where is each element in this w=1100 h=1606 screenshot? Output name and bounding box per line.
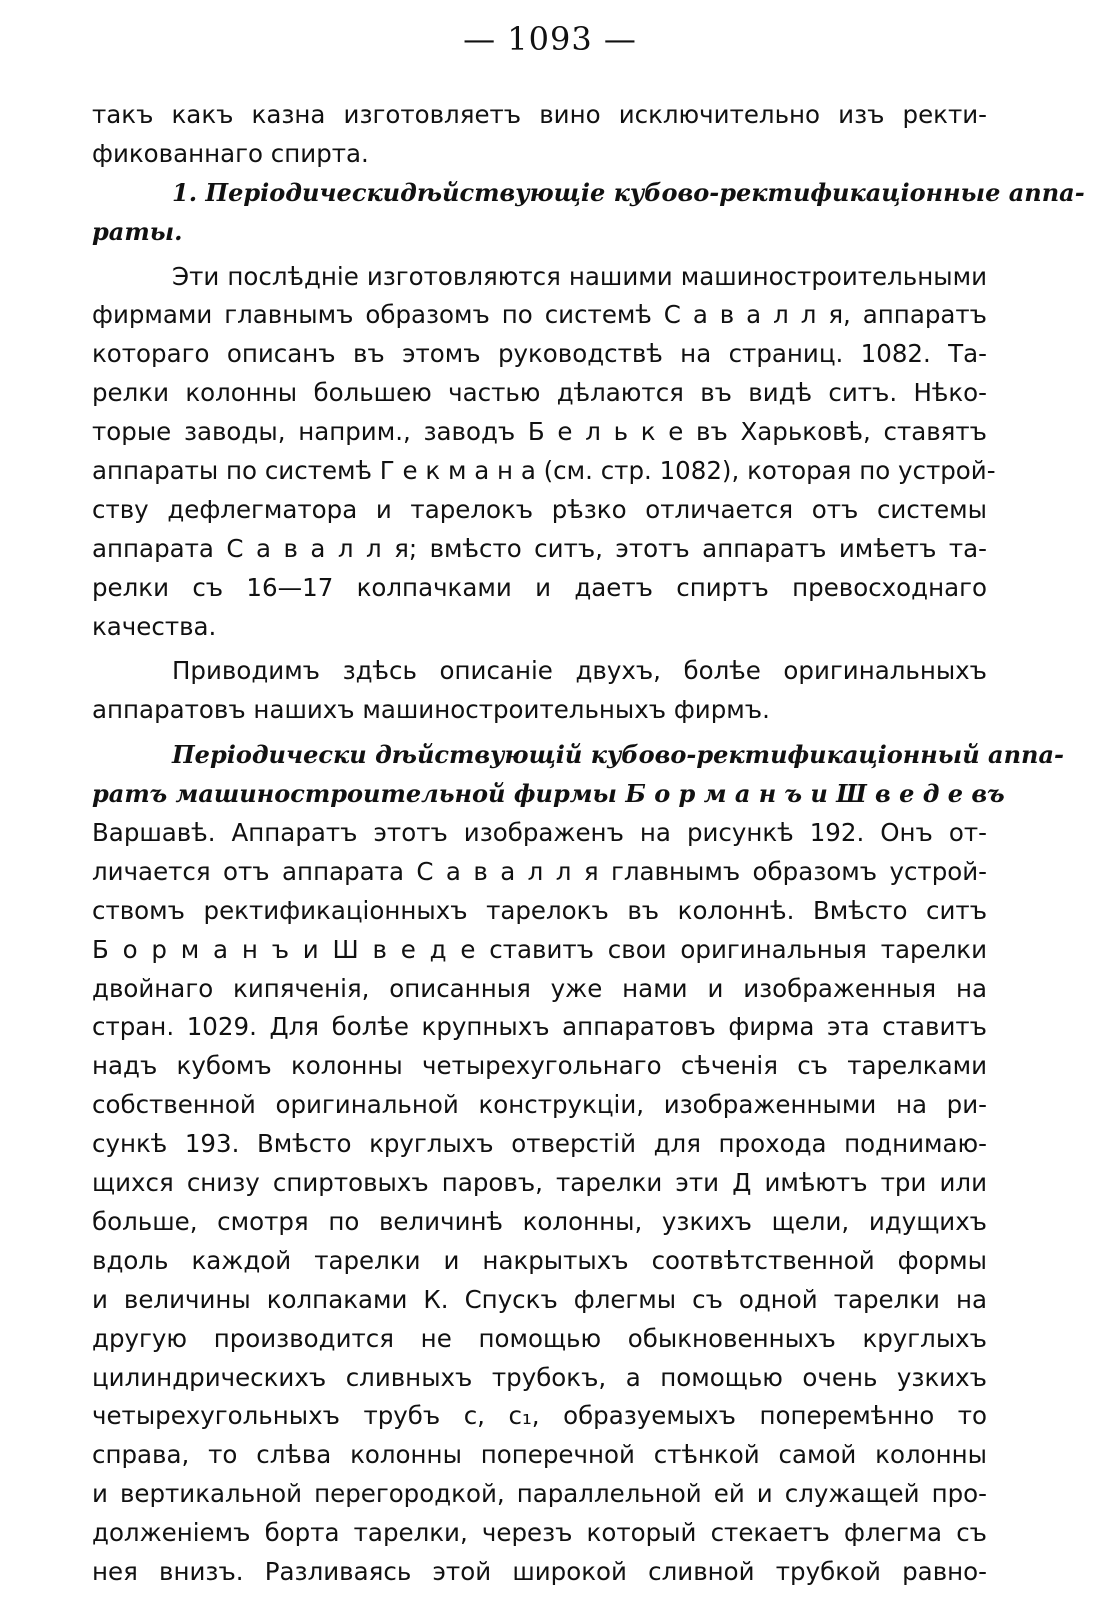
text-line: больше, смотря по величинѣ колонны, узкихъ щели, идущихъ (92, 1206, 987, 1236)
text-line: такъ какъ казна изготовляетъ вино исключительно изъ ректи- (92, 100, 987, 129)
text-line: Приводимъ здѣсь описаніе двухъ, болѣе оригинальныхъ (172, 656, 987, 686)
text-line: нея внизъ. Разливаясь этой широкой сливной трубкой равно- (92, 1556, 987, 1586)
text-line: качества. (92, 611, 217, 641)
text-line: аппаратовъ нашихъ машиностроительныхъ фирмъ. (92, 695, 770, 725)
section-heading-line: раты. (92, 216, 183, 246)
text-line: фикованнаго спирта. (92, 138, 369, 168)
section-heading-line: Періодически дѣйствующій кубово-ректификаціонный аппа- (172, 740, 1064, 770)
text-line: Б о р м а н ъ и Ш в е д е ставитъ свои оригинальныя тарелки (92, 934, 987, 964)
text-line: цилиндрическихъ сливныхъ трубокъ, а помощью очень узкихъ (92, 1362, 987, 1392)
text-line: личается отъ аппарата С а в а л л я главнымъ образомъ устрой- (92, 856, 987, 886)
text-line: релки колонны большею частью дѣлаются въ видѣ ситъ. Нѣко- (92, 378, 987, 408)
text-line: Эти послѣдніе изготовляются нашими машиностроительными (172, 261, 987, 291)
text-line: релки съ 16—17 колпачками и даетъ спиртъ превосходнаго (92, 572, 987, 602)
text-line: котораго описанъ въ этомъ руководствѣ на страниц. 1082. Та- (92, 339, 987, 369)
text-line: другую производится не помощью обыкновенныхъ круглыхъ (92, 1323, 987, 1353)
page-number: — 1093 — (463, 20, 637, 58)
text-line: четырехугольныхъ трубъ с, с₁, образуемыхъ поперемѣнно то (92, 1401, 987, 1431)
text-line: аппарата С а в а л л я; вмѣсто ситъ, этотъ аппаратъ имѣетъ та- (92, 533, 987, 563)
text-line: вдоль каждой тарелки и накрытыхъ соотвѣтственной формы (92, 1245, 987, 1275)
text-line: ствомъ ректификаціонныхъ тарелокъ въ колоннѣ. Вмѣсто ситъ (92, 895, 987, 925)
text-line: сункѣ 193. Вмѣсто круглыхъ отверстій для прохода поднимаю- (92, 1129, 987, 1159)
text-line: стран. 1029. Для болѣе крупныхъ аппаратовъ фирма эта ставитъ (92, 1012, 987, 1042)
text-line: ству дефлегматора и тарелокъ рѣзко отличается отъ системы (92, 494, 987, 524)
text-line: аппараты по системѣ Г е к м а н а (см. стр. 1082), которая по устрой- (92, 456, 996, 486)
text-line: собственной оригинальной конструкціи, изображенными на ри- (92, 1090, 987, 1120)
text-line: надъ кубомъ колонны четырехугольнаго сѣченія съ тарелками (92, 1051, 987, 1081)
text-line: справа, то слѣва колонны поперечной стѣнкой самой колонны (92, 1440, 987, 1470)
text-line: и величины колпаками К. Спускъ флегмы съ одной тарелки на (92, 1284, 987, 1314)
section-heading-line: 1. Періодическидѣйствующіе кубово-ректификаціонные аппа- (172, 177, 1085, 207)
text-line: щихся снизу спиртовыхъ паровъ, тарелки эти Д имѣютъ три или (92, 1168, 987, 1198)
section-heading-line: ратъ машиностроительной фирмы Б о р м а н ъ и Ш в е д е въ (92, 779, 1005, 809)
text-line: и вертикальной перегородкой, параллельной ей и служащей про- (92, 1479, 987, 1509)
text-line: фирмами главнымъ образомъ по системѣ С а в а л л я, аппаратъ (92, 300, 987, 330)
text-line: торые заводы, наприм., заводъ Б е л ь к е въ Харьковѣ, ставятъ (92, 417, 987, 447)
text-line: долженіемъ борта тарелки, черезъ который стекаетъ флегма съ (92, 1518, 987, 1548)
text-line: двойнаго кипяченія, описанныя уже нами и изображенныя на (92, 973, 987, 1003)
body-text (92, 96, 1085, 1592)
text-line: Варшавѣ. Аппаратъ этотъ изображенъ на рисункѣ 192. Онъ от- (92, 818, 987, 848)
